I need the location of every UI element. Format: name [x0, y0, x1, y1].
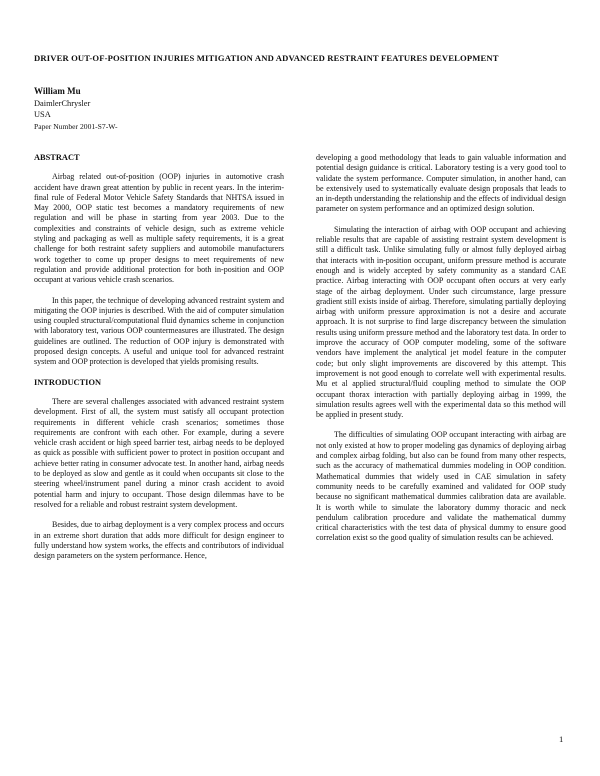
introduction-paragraph-1: There are several challenges associated with advanced restraint system development. First of all, the system must satisfy all occupant protection requirements in different vehicle crash scenarios; sometimes those requirements are confront with each other. For example, during a severe vehicle crash accident or high speed barrier test, airbag needs to be deployed as quick as possible with sufficient power to protect in position occupant and achieve better rating in consumer advocate test. In another hand, airbag needs to be deployed as slow and gentle as it could when occupants sit close to the steering wheel/instrument panel during a minor crash accident to avoid potential harm and injury to occupant. Those design dilemmas have to be resolved for a reliable and robust restraint system development. [34, 396, 284, 509]
right-paragraph-2: Simulating the interaction of airbag with OOP occupant and achieving reliable results that are capable of assisting restraint system development is still a difficult task. Unlike simulating fully or almost fully deployed airbag that interacts with in-position occupant, uniform pressure method is accurate enough and is widely accepted by safety community as a standard CAE practice. Airbag interacting with OOP occupant often occurs at very early stage of the airbag deployment. Under such circumstance, large pressure gradient still exists inside of airbag. Therefore, simulating partially deploying airbag with uniform pressure approximation is not a desire and accurate approach. It is not surprise to find large discrepancy between the simulation results using uniform pressure method and the laboratory test data. In order to improve the accuracy of OOP computer modeling, some of the software vendors have implement the analytical jet model feature in the computer code; but only slight improvements are discovered by this attempt. This improvement is not good enough to correlate well with experimental results. Mu et al applied structural/fluid coupling method to simulate the OOP occupant thorax interaction with partially deploying airbag in 1999, the simulation results agrees well with the experimental data so this method will be applied in present study. [316, 224, 566, 420]
paper-title: DRIVER OUT-OF-POSITION INJURIES MITIGATION AND ADVANCED RESTRAINT FEATURES DEVELOPMENT [34, 53, 499, 63]
abstract-paragraph-1: Airbag related out-of-position (OOP) injuries in automotive crash accident have drawn great attention by public in recent years. In the interim-final rule of Federal Motor Vehicle Safety Standards that NHTSA issued in May 2000, OOP static test becomes a mandatory requirements of new regulation and will be phase in starting from year 2003. Due to the complexities and constraints of vehicle design, such as extreme vehicle styling and packaging as well as multiple safety requirements, it is a great challenge for both restraint safety suppliers and automobile manufacturers work together to come up proper designs to meet requirements of new regulation and provide additional protection for both in-position and OOP occupant at various vehicle crash scenarios. [34, 172, 284, 285]
abstract-heading: ABSTRACT [34, 153, 80, 162]
author-affiliation: DaimlerChrysler [34, 98, 91, 108]
right-paragraph-1: developing a good methodology that leads to gain valuable information and potential design guidance is critical. Laboratory testing is a very good tool to validate the system performance. Computer simulation, in another hand, can be extensively used to systematically evaluate design proposals that leads to an in-depth understanding the relationship and the effects of individual design parameter on system performance and an optimized design solution. [316, 153, 566, 214]
author-block [34, 86, 118, 132]
introduction-paragraph-2: Besides, due to airbag deployment is a very complex process and occurs in an extreme short duration that adds more difficult for design engineer to fully understand how system works, the effects and contributors of individual design parameters on the system performance. Hence, [34, 520, 284, 561]
right-paragraph-3: The difficulties of simulating OOP occupant interacting with airbag are not only existed at how to proper modeling gas dynamics of deploying airbag and complex airbag folding, but also can be found from many other respects, such as the accuracy of mathematical dummies modeling in OOP condition. Mathematical dummies that widely used in CAE simulation in safety community needs to be carefully examined and validated for OOP study because no significant mathematical dummies calibration data are available. It is worth while to simulate the laboratory dummy thoracic and neck pendulum calibration procedure and validate the mathematical dummy critical characteristics with the test data of physical dummy to ensure good correlation exist so the good quality of simulation results can be achieved. [316, 430, 566, 543]
introduction-heading: INTRODUCTION [34, 377, 102, 387]
page-number: 1 [559, 734, 564, 744]
right-column [316, 153, 566, 554]
left-column [34, 153, 284, 571]
abstract-paragraph-2: In this paper, the technique of developing advanced restraint system and mitigating the OOP injuries is described. With the aid of computer simulation using coupled structural/computational fluid dynamics scheme in conjunction with laboratory test, various OOP countermeasures are illustrated. The design guidelines are outlined. The reduction of OOP injury is demonstrated with proposed design concepts. A useful and unique tool for advanced restraint system and OOP protection is developed that yields promising results. [34, 295, 284, 367]
author-country: USA [34, 110, 51, 119]
paper-number: Paper Number 2001-S7-W- [34, 121, 118, 131]
author-name: William Mu [34, 86, 81, 96]
